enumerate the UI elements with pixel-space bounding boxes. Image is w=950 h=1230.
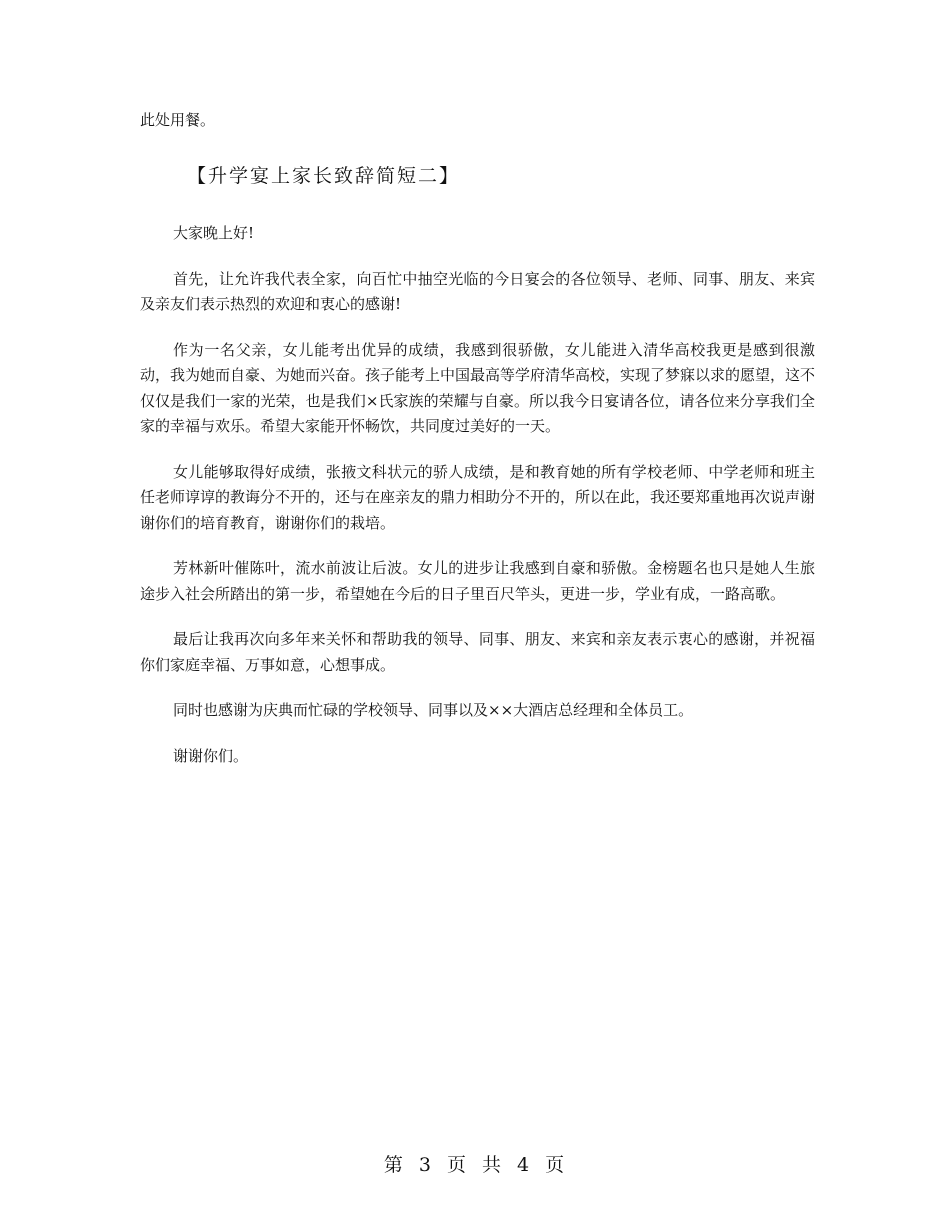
paragraph-closing: 谢谢你们。: [173, 746, 249, 765]
paragraph-greeting: 大家晚上好!: [173, 224, 255, 242]
paragraph-staff-thanks: 同时也感谢为庆典而忙碌的学校领导、同事以及××大酒店总经理和全体员工。: [173, 701, 694, 719]
continuation-text: 此处用餐。: [140, 111, 216, 129]
document-body: [140, 107, 815, 769]
paragraph-welcome: 首先，让允许我代表全家，向百忙中抽空光临的今日宴会的各位领导、老师、同事、朋友、来宾及亲友们表示热烈的欢迎和衷心的感谢!: [140, 269, 815, 313]
section-title: 【升学宴上家长致辞简短二】: [187, 165, 461, 187]
paragraph-wishes: 芳林新叶催陈叶，流水前波让后波。女儿的进步让我感到自豪和骄傲。金榜题名也只是她人生旅途步入社会所踏出的第一步，希望她在今后的日子里百尺竿头，更进一步，学业有成，一路高歌。: [140, 559, 815, 603]
page-number-footer: 第 3 页 共 4 页: [383, 1154, 567, 1176]
paragraph-teachers: 女儿能够取得好成绩，张掖文科状元的骄人成绩，是和教育她的所有学校老师、中学老师和班主任老师谆谆的教诲分不开的，还与在座亲友的鼎力相助分不开的，所以在此，我还要郑重地再次说声谢谢你们的培育教育，谢谢你们的栽培。: [140, 462, 816, 532]
paragraph-thanks: 最后让我再次向多年来关怀和帮助我的领导、同事、朋友、来宾和亲友表示衷心的感谢，并祝福你们家庭幸福、万事如意，心想事成。: [140, 630, 815, 674]
paragraph-pride: 作为一名父亲，女儿能考出优异的成绩，我感到很骄傲，女儿能进入清华高校我更是感到很激动，我为她而自豪、为她而兴奋。孩子能考上中国最高等学府清华高校，实现了梦寐以求的愿望，这不仅仅是我们一家的光荣，也是我们×氏家族的荣耀与自豪。所以我今日宴请各位，请各位来分享我们全家的幸福与欢乐。希望大家能开怀畅饮，共同度过美好的一天。: [140, 340, 816, 435]
